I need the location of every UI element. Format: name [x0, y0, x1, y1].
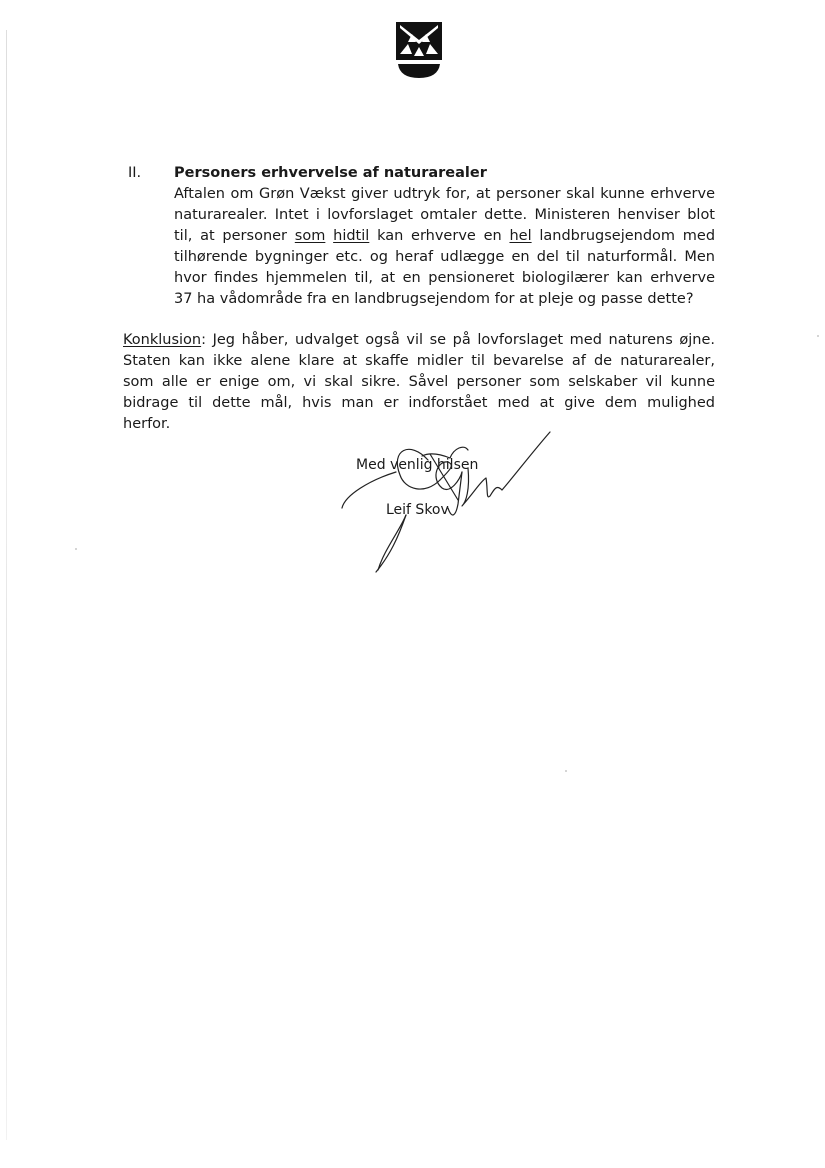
conclusion-line — [123, 330, 715, 351]
text-run: kan erhverve en — [377, 228, 502, 244]
conclusion-line: herfor. — [123, 416, 171, 432]
handwritten-signature-icon — [330, 420, 570, 580]
scan-speck — [75, 548, 77, 550]
section-number: II. — [128, 165, 142, 181]
scan-speck — [817, 335, 819, 337]
conclusion-line: Staten kan ikke alene klare at skaffe midler til bevarelse af de naturarealer, — [123, 353, 715, 369]
text-run: : Jeg håber, udvalget også vil se på lovforslaget med naturens øjne. — [201, 332, 715, 348]
conclusion-label: Konklusion — [123, 332, 202, 348]
underlined-word-hel: hel — [509, 228, 532, 244]
paragraph-line: hvor findes hjemmelen til, at en pensioneret biologilærer kan erhverve — [174, 270, 715, 286]
municipal-crest-icon — [394, 20, 444, 80]
paragraph-line: tilhørende bygninger etc. og heraf udlægge en del til naturformål. Men — [174, 249, 715, 265]
underlined-word-som: som — [294, 228, 326, 244]
underlined-word-hidtil: hidtil — [333, 228, 370, 244]
scan-edge — [6, 30, 7, 1140]
signer-name: Leif Skov — [386, 502, 449, 518]
closing-phrase: Med venlig hilsen — [356, 457, 479, 473]
signature-block — [330, 420, 570, 580]
conclusion-line: som alle er enige om, vi skal sikre. Såvel personer som selskaber vil kunne — [123, 374, 715, 390]
paragraph-line: naturarealer. Intet i lovforslaget omtaler dette. Ministeren henviser blot — [174, 207, 715, 223]
scan-speck — [565, 770, 567, 772]
paragraph-line: Aftalen om Grøn Vækst giver udtryk for, at personer skal kunne erhverve — [174, 186, 715, 202]
section-heading: Personers erhvervelse af naturarealer — [174, 165, 487, 181]
paragraph-line: 37 ha vådområde fra en landbrugsejendom for at pleje og passe dette? — [174, 291, 694, 307]
section-paragraph — [174, 184, 715, 310]
text-run: til, at personer — [174, 228, 288, 244]
paragraph-line-underlined — [174, 226, 715, 247]
conclusion-line: bidrage til dette mål, hvis man er indforstået med at give dem mulighed — [123, 395, 715, 411]
text-run: landbrugsejendom med — [539, 228, 715, 244]
